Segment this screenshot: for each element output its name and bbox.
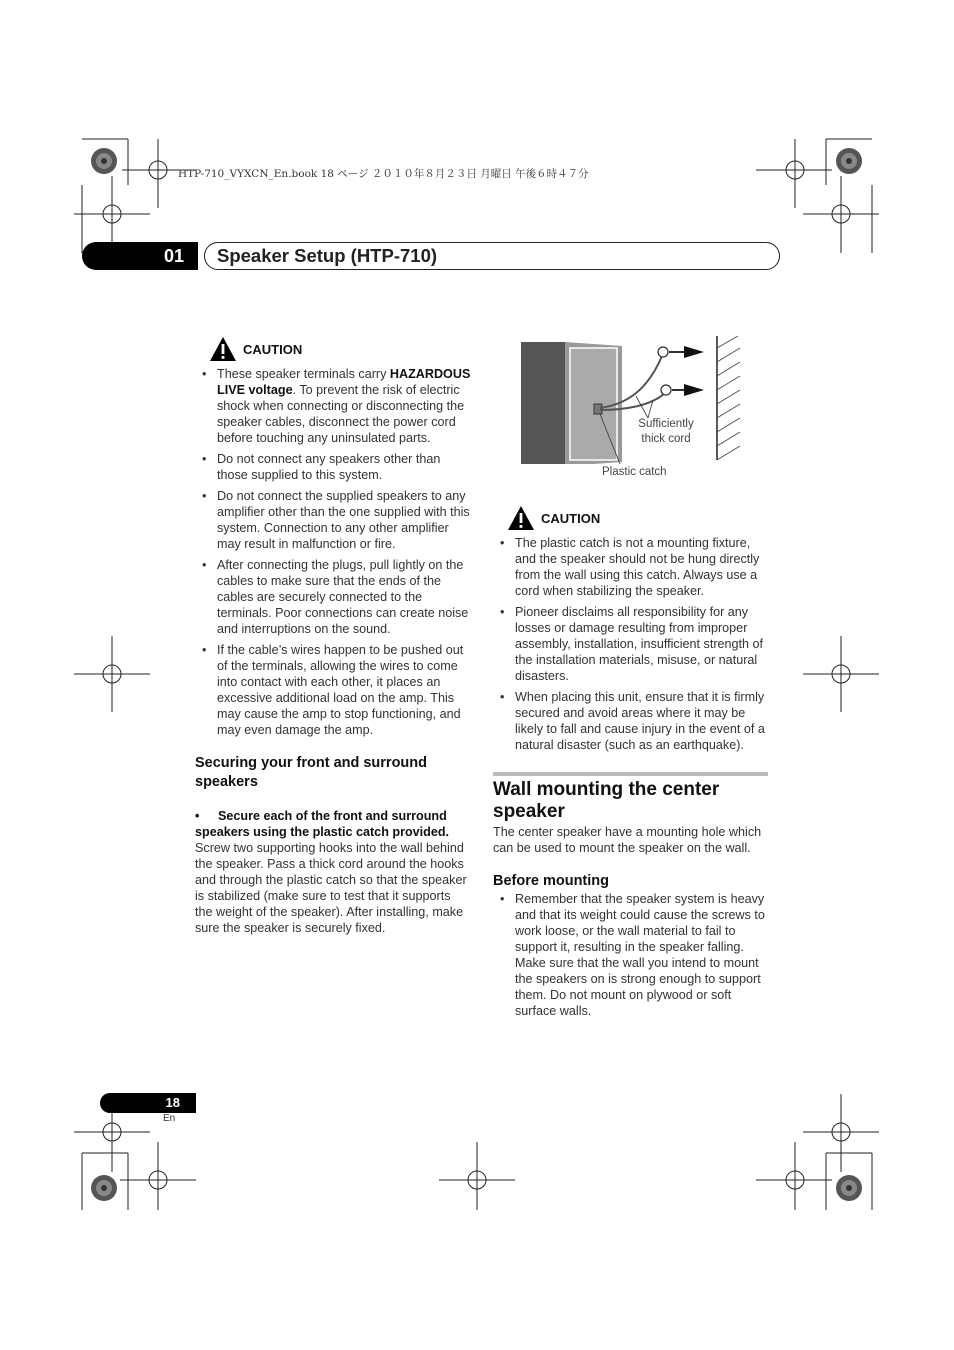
before-mounting-heading: Before mounting — [493, 873, 609, 889]
list-item: • The plastic catch is not a mounting fixture, and the speaker should not be hung directly from the wall using this catch. Always use a cord when stabilizing the speaker. — [493, 535, 768, 599]
warning-triangle-icon — [209, 336, 237, 362]
print-file-info: HTP-710_VYXCN_En.book 18 ページ ２０１０年８月２３日 月曜日 午後６時４７分 — [178, 168, 589, 180]
securing-bold-instruction: • Secure each of the front and surround speakers using the plastic catch provided. — [195, 809, 450, 839]
wall-mounting-body: The center speaker have a mounting hole which can be used to mount the speaker on the wall. — [493, 825, 762, 855]
warning-triangle-icon — [507, 505, 535, 531]
list-item: • Do not connect the supplied speakers to any amplifier other than the one supplied with this system. Connection to any other amplifier may result in malfunction or fire. — [195, 488, 471, 552]
list-item: • If the cable’s wires happen to be pushed out of the terminals, allowing the wires to come into contact with each other, it places an excessive additional load on the amp. This may cause the amp to stop functioning, and may even damage the amp. — [195, 642, 471, 738]
wall-mounting-heading: Wall mounting the center speaker — [493, 779, 720, 822]
list-item: • When placing this unit, ensure that it is firmly secured and avoid areas where it may be likely to fall and cause injury in the event of a natural disaster (such as an earthquake). — [493, 689, 768, 753]
securing-body: Screw two supporting hooks into the wall behind the speaker. Pass a thick cord around the hooks and through the plastic catch so that the speaker is stabilized (make sure to test that it supports the weight of the speaker). After installing, make sure the speaker is securely fixed. — [195, 841, 467, 935]
section-divider — [493, 772, 768, 776]
chapter-title: Speaker Setup (HTP-710) — [204, 242, 780, 270]
right-column — [493, 505, 768, 1024]
list-item: • Pioneer disclaims all responsibility for any losses or damage resulting from improper assembly, installation, insufficient strength of the installation materials, misuse, or natural disasters. — [493, 604, 768, 684]
before-mounting-list — [493, 891, 768, 1019]
list-item: • Remember that the speaker system is heavy and that its weight could cause the screws to work loose, or the wall material to fail to support it, resulting in the speaker falling. Make sure that the wall you intend to mount the speakers on is strong enough to support them. Do not mount on plywood or soft surface walls. — [493, 891, 768, 1019]
chapter-number-badge: 01 — [82, 242, 198, 270]
list-item: • These speaker terminals carry HAZARDOUS LIVE voltage. To prevent the risk of electric shock when connecting or disconnecting the speaker cables, disconnect the power cord before touching any uninsulated parts. — [195, 366, 471, 446]
caution-label: CAUTION — [243, 341, 303, 357]
caution-list-left — [195, 366, 471, 738]
caution-list-right — [493, 535, 768, 753]
page-language: En — [163, 1113, 176, 1124]
caution-label: CAUTION — [541, 510, 601, 526]
caution-heading-right — [507, 505, 768, 531]
page-number: 18 — [100, 1093, 196, 1113]
figure-label-catch: Plastic catch — [602, 466, 667, 478]
securing-heading: Securing your front and surround speakers — [195, 755, 428, 790]
list-item: • After connecting the plugs, pull lightly on the cables to make sure that the ends of the cables are securely connected to the terminals. Poor connections can create noise and interruptions on the sound. — [195, 557, 471, 637]
caution-heading-left — [209, 336, 471, 362]
figure-label-cord: Sufficiently thick cord — [638, 418, 694, 445]
list-item: • Do not connect any speakers other than those supplied to this system. — [195, 451, 471, 483]
left-column — [195, 336, 471, 936]
